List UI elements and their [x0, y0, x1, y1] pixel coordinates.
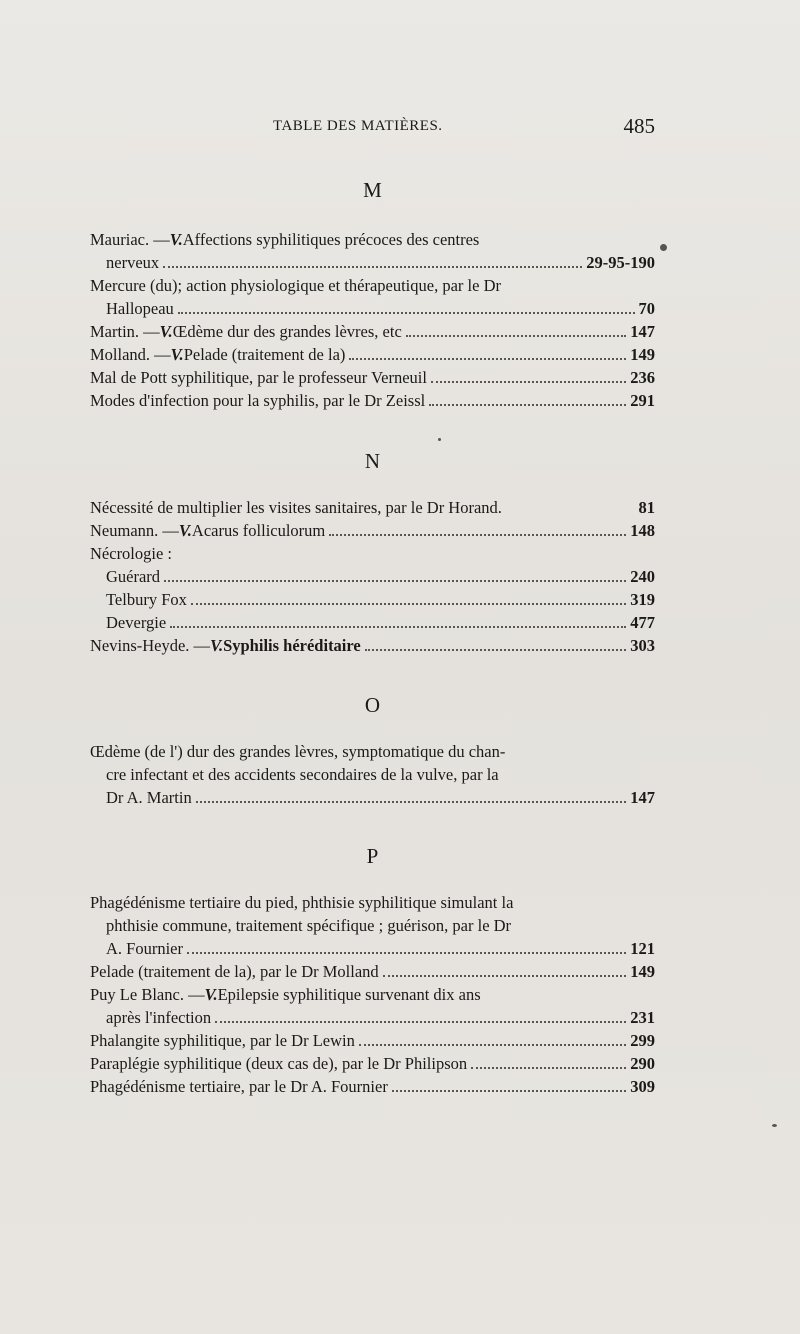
header-page-number: 485: [623, 114, 655, 138]
index-entry: Nécrologie :: [90, 544, 173, 563]
ink-speck: [772, 1124, 777, 1127]
running-header: [90, 114, 655, 144]
section-letter-n: N: [364, 449, 381, 473]
index-entry: Molland. — V. Pelade (traitement de la) 149: [90, 345, 655, 364]
index-entry: Puy Le Blanc. — V. Epilepsie syphilitique survenant dix ans après l'infection 231: [90, 985, 655, 1027]
index-entry: Paraplégie syphilitique (deux cas de), par le Dr Philipson 290: [90, 1054, 655, 1073]
header-title: TABLE DES MATIÈRES.: [273, 118, 443, 134]
section-letter-m: M: [363, 178, 382, 202]
index-entry: Phagédénisme tertiaire du pied, phthisie syphilitique simulant la phthisie commune, traitement spécifique ; guérison, par le Dr A. Fournier 121: [90, 893, 655, 958]
index-entry: Œdème (de l') dur des grandes lèvres, symptomatique du chan- cre infectant et des accidents secondaires de la vulve, par la Dr A. Martin 147: [90, 742, 655, 807]
index-entry: Nécessité de multiplier les visites sanitaires, par le Dr Horand. 81: [90, 498, 655, 517]
index-entry: Martin. — V. Œdème dur des grandes lèvres, etc 147: [90, 322, 655, 341]
section-letter-p: P: [366, 844, 379, 868]
index-entry: Mauriac. — V. Affections syphilitiques précoces des centres nerveux 29-95-190: [90, 230, 655, 272]
index-entry: Mercure (du); action physiologique et thérapeutique, par le Dr Hallopeau 70: [90, 276, 655, 318]
index-entry: Phalangite syphilitique, par le Dr Lewin 299: [90, 1031, 655, 1050]
index-entry: Guérard 240: [106, 567, 655, 586]
index-entry: Neumann. — V. Acarus folliculorum 148: [90, 521, 655, 540]
ink-speck: [660, 244, 667, 251]
index-entry: Nevins-Heyde. — V. Syphilis héréditaire 303: [90, 636, 655, 655]
section-letter-o: O: [364, 693, 381, 717]
index-entry: Phagédénisme tertiaire, par le Dr A. Fournier 309: [90, 1077, 655, 1096]
ink-speck: [438, 438, 441, 441]
index-entry: Modes d'infection pour la syphilis, par le Dr Zeissl 291: [90, 391, 655, 410]
index-entry: Devergie 477: [106, 613, 655, 632]
index-entry: Pelade (traitement de la), par le Dr Molland 149: [90, 962, 655, 981]
index-entry: Telbury Fox 319: [106, 590, 655, 609]
index-entry: Mal de Pott syphilitique, par le professeur Verneuil 236: [90, 368, 655, 387]
